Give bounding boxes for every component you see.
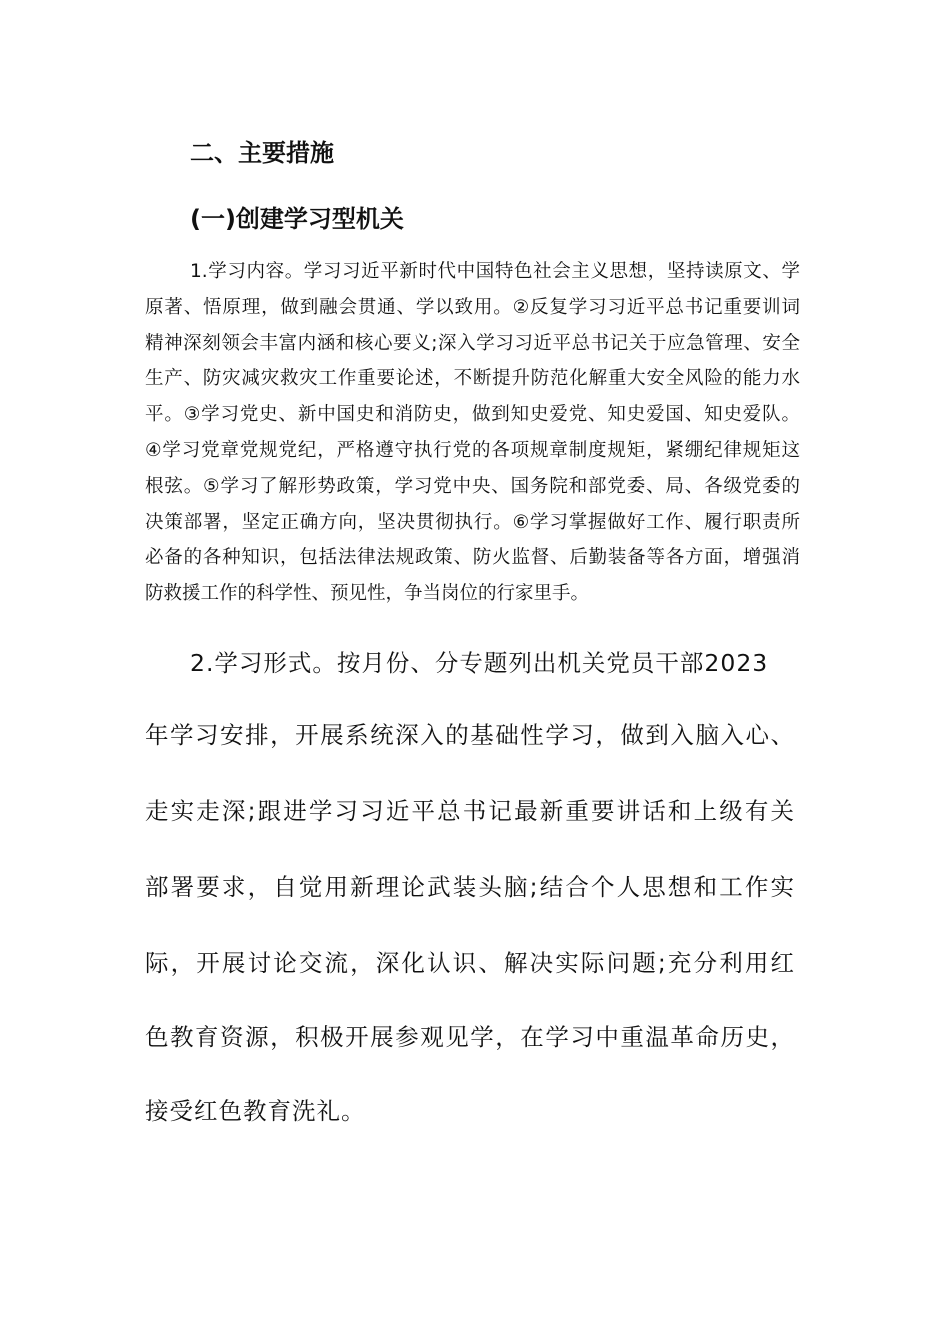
text-line: 走实走深;跟进学习习近平总书记最新重要讲话和上级有关 [145, 797, 795, 825]
text-line: 部署要求，自觉用新理论武装头脑;结合个人思想和工作实 [145, 873, 795, 901]
text-line: ④学习党章党规党纪，严格遵守执行党的各项规章制度规矩，紧绷纪律规矩这 [145, 440, 800, 461]
text-line: 色教育资源，积极开展参观见学，在学习中重温革命历史， [145, 1023, 795, 1051]
subsection-heading: (一)创建学习型机关 [190, 205, 404, 233]
section-heading: 二、主要措施 [190, 139, 334, 167]
text-line: 1.学习内容。学习习近平新时代中国特色社会主义思想，坚持读原文、学 [190, 261, 800, 282]
text-line: 必备的各种知识，包括法律法规政策、防火监督、后勤装备等各方面，增强消 [145, 547, 800, 569]
text-line: 根弦。⑤学习了解形势政策，学习党中央、国务院和部党委、局、各级党委的 [145, 475, 800, 497]
text-line: 年学习安排，开展系统深入的基础性学习，做到入脑入心、 [145, 721, 795, 749]
text-line: 防救援工作的科学性、预见性，争当岗位的行家里手。 [145, 583, 590, 605]
text-line: 生产、防灾减灾救灾工作重要论述，不断提升防范化解重大安全风险的能力水 [145, 368, 800, 390]
text-line: 接受红色教育洗礼。 [145, 1097, 366, 1125]
text-line: 精神深刻领会丰富内涵和核心要义;深入学习习近平总书记关于应急管理、安全 [145, 332, 800, 354]
text-line: 决策部署，坚定正确方向，坚决贯彻执行。⑥学习掌握做好工作、履行职责所 [145, 511, 800, 533]
text-line: 际，开展讨论交流，深化认识、解决实际问题;充分利用红 [145, 949, 795, 977]
text-line: 原著、悟原理，做到融会贯通、学以致用。②反复学习习近平总书记重要训词 [145, 296, 800, 318]
text-line: 2.学习形式。按月份、分专题列出机关党员干部2023 [190, 649, 769, 677]
text-line: 平。③学习党史、新中国史和消防史，做到知史爱党、知史爱国、知史爱队。 [145, 404, 800, 426]
